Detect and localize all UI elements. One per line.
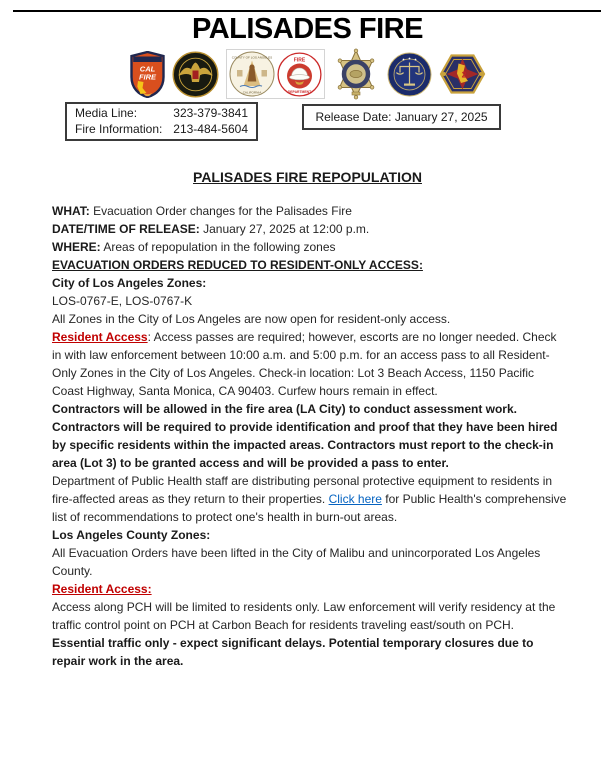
county-zones-block	[52, 526, 568, 580]
pch-paragraph	[52, 598, 568, 670]
health-text-before: Department of Public Health staff are distributing personal protective equipment to residents in fire-affected areas as they return to their properties.	[52, 474, 553, 506]
county-ring-top-text: COUNTY OF LOS ANGELES	[231, 55, 272, 60]
resident-access-text: : Access passes are required; however, escorts are no longer needed. Check in with law enforcement between 10:00 a.m. and 5:00 p.m. for an access pass to all Resident-Only Zones in the City of Los Angeles. Check-in location: Lot 3 Beach Access, 1150 Pacific Coast Highway, Santa Monica, CA 90403. Curfew hours remain in effect.	[52, 330, 557, 398]
meta-datetime-line	[52, 220, 568, 238]
fire-info-label: Fire Information:	[75, 121, 163, 136]
health-text-after: for Public Health's comprehensive list of recommendations to protect one's health in burn-out areas.	[52, 492, 567, 524]
sheriff-star-badge-icon	[332, 48, 380, 100]
contractors-paragraph: Contractors will be allowed in the fire area (LA City) to conduct assessment work. Contractors will be required to provide identification and proof that they have been hired by specific residents within the impacted areas. Contractors must report to the check-in area (Lot 3) to be granted access and will be provided a pass to enter.	[52, 402, 558, 470]
where-text: Areas of repopulation in the following zones	[100, 240, 336, 254]
resident-access-city-paragraph	[52, 328, 568, 400]
county-zones-heading: Los Angeles County Zones:	[52, 528, 211, 542]
what-text: Evacuation Order changes for the Palisades Fire	[89, 204, 352, 218]
meta-where-line	[52, 238, 568, 256]
where-label: WHERE:	[52, 240, 101, 254]
fd-ring-top-text: FIRE	[293, 56, 305, 63]
media-line-label: Media Line:	[75, 106, 138, 120]
media-contact-box	[65, 102, 258, 141]
fire-info-value: 213-484-5604	[173, 121, 248, 136]
release-meta-block	[52, 202, 568, 256]
click-here-link[interactable]: Click here	[328, 492, 382, 506]
public-health-paragraph	[52, 472, 568, 526]
cal-fire-text-cal: CAL	[139, 64, 155, 73]
cal-fire-text-fire: FIRE	[138, 72, 156, 81]
fd-ring-bottom-text: DEPARTMENT	[287, 89, 311, 94]
evacuation-orders-heading: EVACUATION ORDERS REDUCED TO RESIDENT-ONLY ACCESS:	[52, 258, 423, 272]
city-zones-heading: City of Los Angeles Zones:	[52, 276, 207, 290]
contact-row	[0, 102, 615, 144]
resident-access-label: Resident Access	[52, 330, 148, 344]
la-county-fire-dept-seal-icon	[277, 52, 322, 97]
resident-access-2-label: Resident Access:	[52, 582, 152, 596]
county-zones-text: All Evacuation Orders have been lifted in the City of Malibu and unincorporated Los Angeles County.	[52, 546, 541, 578]
top-rule	[13, 10, 601, 12]
city-zones-list: LOS-0767-E, LOS-0767-K	[52, 294, 193, 308]
release-date-text: Release Date: January 27, 2025	[315, 110, 488, 124]
pch-bold-text: Essential traffic only - expect significant delays. Potential temporary closures due to repair work in the area.	[52, 636, 534, 668]
meta-what-line	[52, 202, 568, 220]
county-logos-box	[226, 49, 325, 99]
page-title: PALISADES FIRE	[192, 13, 423, 45]
datetime-text: January 27, 2025 at 12:00 p.m.	[199, 222, 370, 236]
lafd-seal-icon	[172, 51, 219, 98]
document-body	[52, 202, 568, 670]
release-date-box	[302, 104, 501, 130]
document-heading: PALISADES FIRE REPOPULATION	[193, 169, 422, 185]
region-number-text: 2	[461, 69, 466, 80]
district-attorney-seal-icon	[387, 52, 432, 97]
what-label: WHAT:	[52, 204, 90, 218]
pch-text: Access along PCH will be limited to residents only. Law enforcement will verify residency at the traffic control point on PCH at Carbon Beach for residents traveling east/south on PCH.	[52, 600, 556, 632]
resident-access-county-block	[52, 580, 568, 670]
media-line-value: 323-379-3841	[173, 106, 248, 120]
cal-fire-logo-icon	[130, 51, 165, 98]
region-2-hexagon-badge-icon	[439, 50, 486, 98]
agency-logos-row	[0, 48, 615, 100]
city-zones-note: All Zones in the City of Los Angeles are now open for resident-only access.	[52, 312, 451, 326]
county-ring-bottom-text: CALIFORNIA	[242, 90, 261, 95]
evacuation-orders-block	[52, 256, 568, 328]
datetime-label: DATE/TIME OF RELEASE:	[52, 222, 200, 236]
la-county-seal-icon	[229, 51, 275, 97]
